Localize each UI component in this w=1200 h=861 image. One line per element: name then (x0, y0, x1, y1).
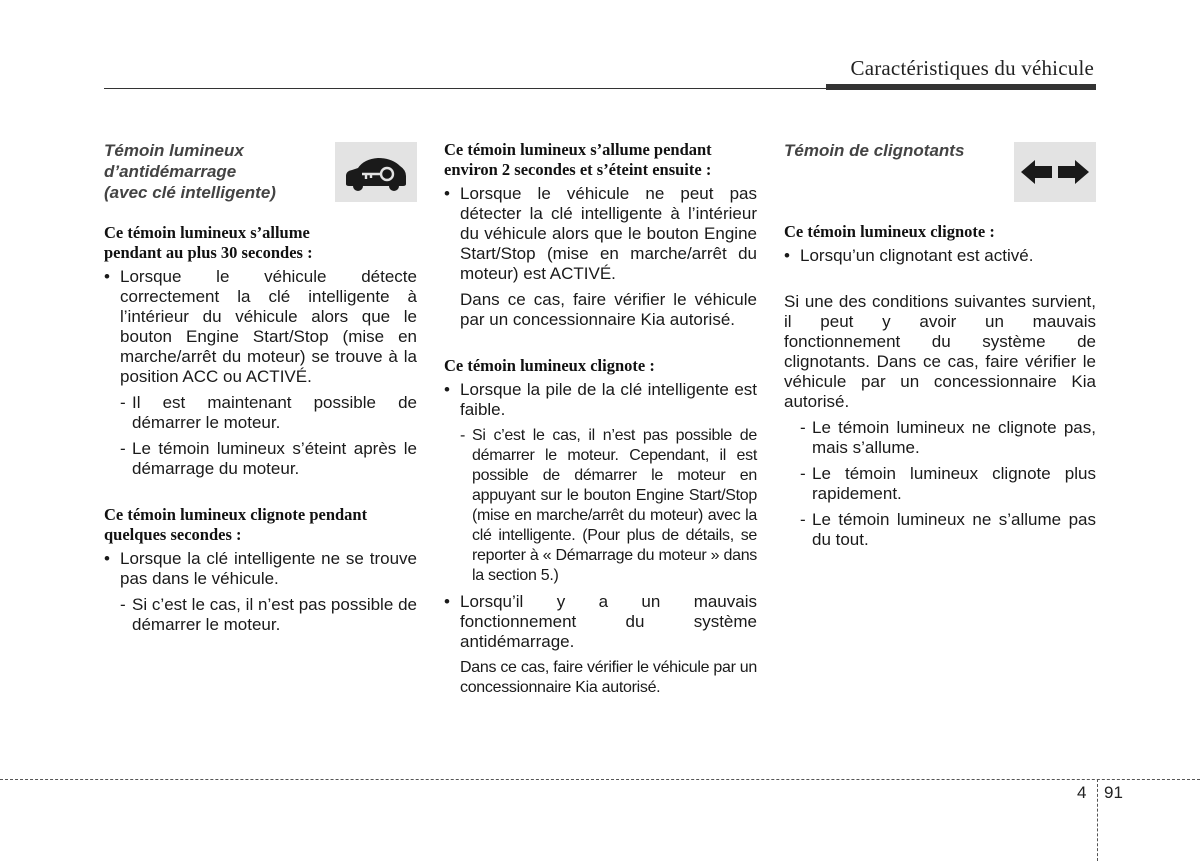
bullet-item: • Lorsque la pile de la clé intelligente est faible. (444, 380, 757, 420)
immobilizer-key-car-icon (335, 142, 417, 202)
dash-text: Il est maintenant possible de démarrer le moteur. (132, 393, 417, 432)
dash-item: - Le témoin lumineux s’éteint après le démarrage du moteur. (120, 439, 417, 478)
bullet-item: • Lorsque le véhicule ne peut pas détecter la clé intelligente à l’intérieur du véhicule alors que le bouton Engine Start/Stop (mise en marche/arrêt du moteur) est ACTIVÉ. (444, 184, 757, 284)
dash-text: Le témoin lumineux ne clignote pas, mais s’allume. (812, 418, 1096, 457)
turn-signal-arrows-icon (1014, 142, 1096, 202)
dash-text: Le témoin lumineux clignote plus rapidement. (812, 464, 1096, 503)
dash-item: - Le témoin lumineux clignote plus rapidement. (800, 464, 1096, 503)
note-text: Dans ce cas, faire vérifier le véhicule par un concessionnaire Kia autorisé. (460, 659, 757, 696)
page-header-title: Caractéristiques du véhicule (850, 56, 1094, 80)
page-number: 91 (1104, 783, 1123, 802)
section-title-turn-signal: Témoin de clignotants (784, 141, 965, 160)
note-text: Dans ce cas, faire vérifier le véhicule par un concessionnaire Kia autorisé. (460, 290, 757, 329)
bullet-item: • Lorsqu’un clignotant est activé. (784, 246, 1096, 266)
subheading: Ce témoin lumineux clignote : (784, 222, 995, 241)
header-rule (104, 88, 826, 89)
subheading-line: Ce témoin lumineux s’allume pendant (444, 140, 712, 159)
footer-rule (0, 779, 1200, 780)
subheading-line: quelques secondes : (104, 525, 242, 544)
title-line: Témoin lumineux (104, 141, 244, 160)
dash-text: Si c’est le cas, il n’est pas possible de démarrer le moteur. (132, 595, 417, 634)
dash-item: - Il est maintenant possible de démarrer le moteur. (120, 393, 417, 432)
subheading-line: Ce témoin lumineux clignote pendant (104, 505, 368, 524)
dash-text: Le témoin lumineux ne s’allume pas du tout. (812, 510, 1096, 549)
dash-item: - Le témoin lumineux ne clignote pas, mais s’allume. (800, 418, 1096, 457)
section-title-row (104, 140, 417, 203)
section-title-row (784, 140, 1096, 202)
dash-item: - Si c’est le cas, il n’est pas possible de démarrer le moteur. Cependant, il est possible de démarrer le moteur en appuyant sur le bouton Engine Start/Stop (mise en marche/arrêt du moteur) avec la clé intelligente. (Pour plus de détails, se reporter à « Démarrage du moteur » dans la section 5.) (460, 427, 757, 584)
dash-text: Si c’est le cas, il n’est pas possible de démarrer le moteur. Cependant, il est possible de démarrer le moteur en appuyant sur le bouton Engine Start/Stop (mise en marche/arrêt du moteur) avec la clé intelligente. (Pour plus de détails, se reporter à « Démarrage du moteur » dans la section 5.) (472, 427, 757, 584)
subheading-line: environ 2 secondes et s’éteint ensuite : (444, 160, 712, 179)
column-immobilizer-continued (444, 140, 757, 704)
dash-item: - Si c’est le cas, il n’est pas possible de démarrer le moteur. (120, 595, 417, 634)
subheading (444, 140, 757, 180)
subheading-line: Ce témoin lumineux s’allume (104, 223, 310, 242)
dash-item: - Le témoin lumineux ne s’allume pas du tout. (800, 510, 1096, 549)
footer-divider (1097, 779, 1098, 861)
chapter-number: 4 (1077, 783, 1087, 802)
subheading (104, 505, 417, 545)
dash-text: Le témoin lumineux s’éteint après le démarrage du moteur. (132, 439, 417, 478)
section-title-immobilizer (104, 140, 324, 203)
paragraph: Si une des conditions suivantes survient, il peut y avoir un mauvais fonctionnement du système de clignotants. Dans ce cas, faire vérifier le véhicule par un concessionnaire Kia autorisé. (784, 292, 1096, 411)
column-immobilizer (104, 140, 417, 641)
subheading: Ce témoin lumineux clignote : (444, 356, 655, 375)
bullet-item: • Lorsque le véhicule détecte correctement la clé intelligente à l’intérieur du véhicule alors que le bouton Engine Start/Stop (mise en marche/arrêt du moteur) se trouve à la position ACC ou ACTIVÉ. (104, 267, 417, 387)
bullet-item: • Lorsque la clé intelligente ne se trouve pas dans le véhicule. (104, 549, 417, 589)
title-line: d’antidémarrage (104, 162, 237, 181)
title-line: (avec clé intelligente) (104, 183, 276, 202)
subheading (104, 223, 417, 263)
header-rule-accent (826, 84, 1096, 90)
bullet-item: • Lorsqu’il y a un mauvais fonctionnement du système antidémarrage. (444, 592, 757, 652)
column-turn-signal (784, 140, 1096, 556)
subheading-line: pendant au plus 30 secondes : (104, 243, 313, 262)
